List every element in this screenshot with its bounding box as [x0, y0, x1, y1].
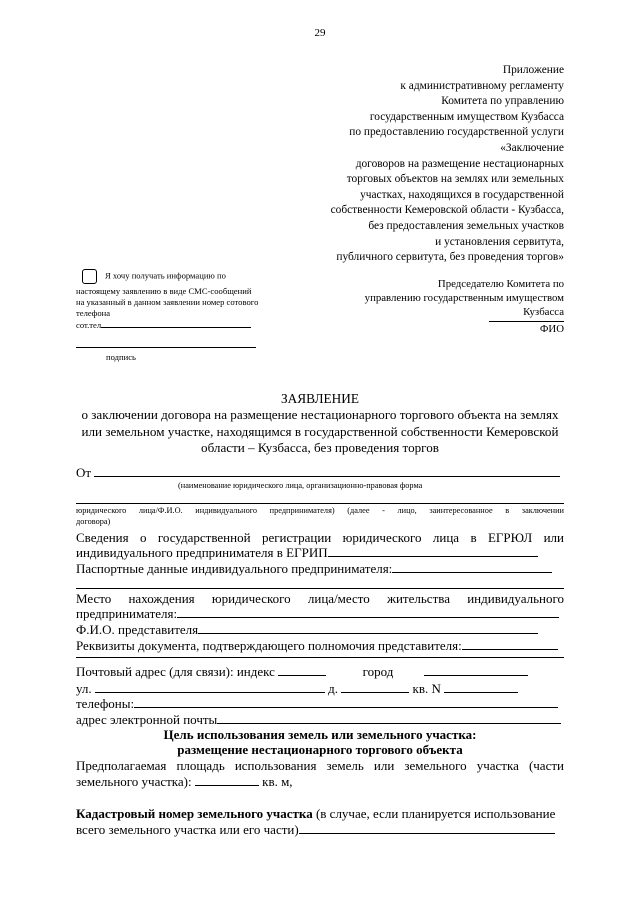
appendix-line: к административному регламенту — [400, 79, 564, 92]
phones-field[interactable] — [134, 696, 558, 708]
subtitle-line: области – Кузбасса, без проведения торгов — [201, 440, 439, 455]
signature-label: подпись — [106, 352, 136, 362]
subtitle-line: о заключении договора на размещение нестационарного торгового объекта на землях — [81, 407, 559, 422]
rep-doc-label: Реквизиты документа, подтверждающего полномочия представителя: — [76, 638, 462, 653]
from-field[interactable] — [94, 465, 560, 477]
appendix-line: публичного сервитута, без проведения торгов» — [336, 251, 564, 264]
registration-line-2: индивидуального предпринимателя в ЕГРИП — [76, 545, 328, 560]
street-field[interactable] — [95, 681, 325, 693]
sms-consent-block — [76, 271, 266, 331]
phone-field[interactable] — [101, 319, 251, 328]
document-subtitle — [70, 407, 570, 457]
registration-line-1: Сведения о государственной регистрации юридического лица в ЕГРЮЛ или — [76, 530, 564, 545]
from-hint: (наименование юридического лица, организационно-правовая форма — [178, 481, 423, 490]
appendix-line: «Заключение — [500, 141, 564, 154]
cadastral-field[interactable] — [299, 822, 555, 834]
subtitle-line: или земельном участке, находящимся в государственной собственности Кемеровской — [81, 423, 559, 439]
area-line-1: Предполагаемая площадь использования земель или земельного участка (части — [76, 758, 564, 773]
passport-row — [76, 561, 564, 577]
postal-index-field[interactable] — [278, 664, 326, 676]
street-row — [76, 681, 564, 697]
registration-row-2 — [76, 545, 564, 561]
sms-text-line: Я хочу получать информацию по — [105, 270, 226, 281]
addressee-line: Председателю Комитета по — [437, 278, 564, 290]
rep-fio-label: Ф.И.О. представителя — [76, 622, 199, 637]
email-row — [76, 712, 564, 728]
area-label: земельного участка): — [76, 774, 192, 789]
sms-text-line: на указанный в данном заявлении номер сотового — [76, 297, 259, 307]
cadastral-note: (в случае, если планируется использование — [312, 806, 556, 821]
rep-doc-field-continued[interactable] — [76, 657, 564, 658]
appendix-line: без предоставления земельных участков — [368, 219, 564, 232]
cadastral-label: Кадастровый номер земельного участка — [76, 806, 313, 821]
passport-label: Паспортные данные индивидуального предпринимателя: — [76, 561, 393, 576]
location-field[interactable] — [177, 606, 559, 618]
appendix-line: по предоставлению государственной услуги — [349, 126, 564, 139]
sms-text-line: телефона — [76, 308, 111, 318]
postal-row — [76, 664, 564, 680]
location-line-1: Место нахождения юридического лица/место жительства индивидуального — [76, 591, 564, 606]
street-label: ул. — [76, 681, 92, 696]
from-hint-3: договора) — [76, 517, 111, 526]
city-label: город — [362, 664, 394, 679]
house-label: д. — [328, 681, 339, 696]
sms-checkbox[interactable] — [82, 269, 97, 284]
addressee-line: Кузбасса — [523, 306, 564, 318]
sms-text-line: настоящему заявлению в виде СМС-сообщений — [76, 286, 252, 296]
from-hint-2: юридического лица/Ф.И.О. индивидуального предпринимателя) (далее - лицо, заинтересованное в заключении — [76, 506, 564, 515]
appendix-line: договоров на размещение нестационарных — [355, 157, 564, 170]
registration-field[interactable] — [328, 545, 538, 557]
passport-field[interactable] — [392, 561, 552, 573]
rep-doc-field[interactable] — [462, 638, 558, 650]
area-row-2 — [76, 774, 564, 790]
purpose-title: Цель использования земель или земельного участка: — [163, 727, 477, 742]
cadastral-row-1 — [76, 806, 564, 822]
appendix-line: и установления сервитута, — [435, 235, 564, 248]
cadastral-note-2: всего земельного участка или его части) — [76, 822, 299, 837]
document-title: ЗАЯВЛЕНИЕ — [281, 391, 359, 406]
city-field[interactable] — [424, 664, 528, 676]
passport-field-continued[interactable] — [76, 588, 564, 589]
apt-label: кв. N — [412, 681, 441, 696]
phone-label: сот.тел — [76, 320, 102, 330]
addressee-line: управлению государственным имуществом — [364, 292, 564, 304]
from-field-continued[interactable] — [76, 503, 564, 504]
from-label: От — [76, 465, 92, 480]
from-row — [76, 465, 564, 481]
phones-row — [76, 696, 564, 712]
appendix-line: участках, находящихся в государственной — [360, 188, 564, 201]
phones-label: телефоны: — [76, 696, 135, 711]
fio-label: ФИО — [539, 323, 564, 335]
location-row-2 — [76, 606, 564, 622]
appendix-line: Приложение — [502, 64, 564, 76]
purpose-value: размещение нестационарного торгового объекта — [177, 742, 463, 757]
appendix-line: государственным имуществом Кузбасса — [369, 110, 564, 123]
location-label: предпринимателя: — [76, 606, 178, 621]
addressee-block — [344, 277, 564, 319]
signature-line[interactable] — [76, 347, 256, 348]
area-field[interactable] — [195, 774, 259, 786]
email-label: адрес электронной почты — [76, 712, 218, 727]
house-field[interactable] — [341, 681, 409, 693]
appendix-header — [264, 63, 564, 266]
area-unit: кв. м, — [262, 774, 293, 789]
appendix-line: торговых объектов на землях или земельных — [346, 173, 564, 186]
apt-field[interactable] — [444, 681, 518, 693]
page-number: 29 — [314, 27, 326, 39]
fio-field[interactable] — [489, 321, 564, 322]
rep-fio-field[interactable] — [198, 622, 538, 634]
rep-doc-row — [76, 638, 564, 654]
email-field[interactable] — [217, 712, 561, 724]
appendix-line: собственности Кемеровской области - Кузбасса, — [330, 204, 564, 217]
rep-fio-row — [76, 622, 564, 638]
postal-label: Почтовый адрес (для связи): индекс — [76, 664, 275, 679]
appendix-line: Комитета по управлению — [441, 95, 564, 108]
cadastral-row-2 — [76, 822, 564, 838]
